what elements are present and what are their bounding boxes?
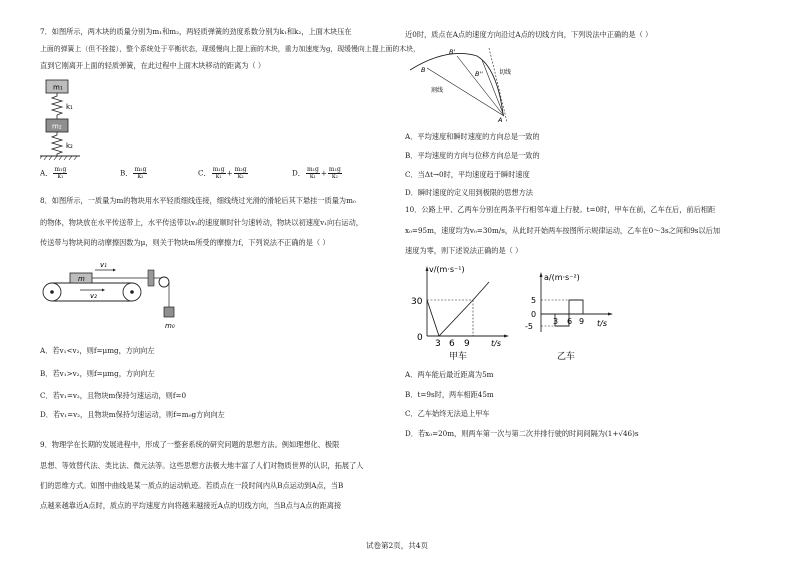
- q9-line5: 近0时，质点在A点的速度方向沿过A点的切线方向，下列说法中正确的是（ ）: [405, 30, 653, 39]
- graph1-ytick-30: 30: [411, 297, 423, 307]
- graph-yi-at: [517, 262, 627, 362]
- label-v2: v₂: [90, 292, 97, 300]
- q9-option-c: C．当Δt→0时，平均速度趋于瞬时速度: [405, 170, 530, 179]
- label-m: m: [78, 275, 85, 283]
- q7-spring-figure: [40, 76, 100, 162]
- graph1-origin: 0: [417, 333, 423, 343]
- graph1-ylabel: v/(m·s⁻¹): [429, 265, 465, 274]
- q7-option-d: D． $\frac{\text{m₁g}}{\text{k₁}}$ + $\frac{\text{m₁g}}{\text{k₂}}$: [292, 166, 341, 180]
- q10-option-b: B．t=9s时，两车相距45m: [405, 390, 494, 399]
- q8-option-d: D．若v₁=v₂，且物块m保持匀速运动，则f=m₀g方向向左: [40, 410, 225, 419]
- spring-k2: [52, 132, 62, 156]
- q9-option-d: D．瞬时速度的定义用到极限的思想方法: [405, 188, 533, 197]
- q10-line2: x₀=95m，速度均为v₀=30m/s，从此时开始两车按图所示规律运动，乙车在0～3s之间和9s以后加: [405, 226, 721, 235]
- graph1-vline: [427, 282, 489, 336]
- q9-option-a: A．平均速度和瞬时速度的方向总是一致的: [405, 132, 540, 141]
- graph2-xlabel: t/s: [597, 319, 607, 328]
- graph2-xtick-9: 9: [579, 317, 585, 326]
- q10-option-a: A．两车能后最近距离为5m: [405, 370, 494, 379]
- q9-line1: 9．物理学在长期的发展进程中，形成了一整套系统的研究问题的思想方法。例如理想化、极限: [40, 440, 340, 449]
- label-tangent: 切线: [499, 69, 512, 76]
- label-k1: k₁: [66, 103, 73, 111]
- q9-option-b: B．平均速度的方向与位移方向总是一致的: [405, 151, 540, 160]
- q9-line2: 思想、等效替代法、类比法、微元法等。这些思想方法极大地丰富了人们对物质世界的认识，拓展了人: [40, 461, 364, 470]
- q7-line1: 7．如图所示，两木块的质量分别为m₁和m₂，两轻质弹簧的劲度系数分别为k₁和k₂，上面木块压在: [40, 27, 352, 36]
- graph1-xtick-3: 3: [435, 339, 441, 349]
- q7-line2: 上面的弹簧上（但不拴接），整个系统处于平衡状态，现缓慢向上提上面的木块，重力加速度为g，现缓慢向上提上面的木块，: [40, 45, 420, 53]
- label-m0: m₀: [165, 322, 175, 330]
- graph2-xtick-6: 6: [567, 317, 573, 326]
- pulley: [159, 277, 169, 287]
- graph1-xtick-6: 6: [449, 339, 455, 349]
- q8-option-a: A．若v₁<v₂，则f=μmg，方向向左: [40, 346, 155, 355]
- graph2-ytick-5: 5: [531, 296, 537, 305]
- q8-option-c: C．若v₁=v₂，且物块m保持匀速运动，则f=0: [40, 391, 187, 400]
- label-b1: B': [449, 48, 456, 56]
- label-k2: k₂: [66, 142, 73, 150]
- graph1-xtick-9: 9: [464, 339, 470, 349]
- q9-trajectory-figure: [407, 42, 517, 124]
- graph2-origin: 0: [531, 310, 537, 319]
- ground-hatch: [40, 156, 77, 160]
- block-m0: [164, 307, 174, 317]
- label-b2: B'': [475, 70, 484, 78]
- q7-option-b: B． $\frac{\text{m₂g}}{\text{k₂}}$: [120, 166, 147, 180]
- page-footer: 试卷第2页，共4页: [365, 541, 429, 550]
- q8-option-b: B．若v₁>v₂，则f=μmg，方向向左: [40, 369, 155, 378]
- label-b: B: [421, 66, 426, 74]
- q7-option-a: A． $\frac{\text{m₁g}}{\text{k₁}}$: [40, 166, 67, 180]
- q10-line1: 10．公路上甲、乙两车分别在两条平行相邻车道上行驶。t=0时，甲车在前，乙车在后，前后相距: [405, 205, 716, 214]
- q10-option-d: D．若x₀=20m，则两车第一次与第二次并排行驶的时间间隔为(1+√46)s: [405, 429, 639, 438]
- q10-option-c: C．乙车始终无法追上甲车: [405, 409, 490, 418]
- q8-line1: 8．如图所示，一质量为m的物块用水平轻质细线连接，细线绕过光滑的滑轮后其下悬挂一质量为m₀: [40, 196, 356, 205]
- trajectory-curve: [410, 53, 503, 114]
- graph2-ytick-neg5: -5: [525, 322, 533, 331]
- label-v1: v₁: [100, 261, 107, 269]
- graph2-xtick-3: 3: [553, 317, 559, 326]
- graph-jia-vt: [405, 262, 515, 362]
- label-a: A: [498, 116, 503, 124]
- q7-option-c: C． $\frac{\text{m₁g}}{\text{k₁}}$ + $\frac{\text{m₂g}}{\text{k₂}}$: [198, 166, 247, 180]
- q9-line3: 们的思维方式。如图中曲线是某一质点的运动轨迹。若质点在一段时间内从B点运动到A点，当B: [40, 481, 344, 490]
- q8-line2: 的物体，物块放在水平传送带上，水平传送带以v₂的速度顺时针匀速转动，物块以初速度v₁向右运动，: [40, 218, 363, 227]
- label-m2: m₂: [52, 122, 62, 131]
- label-secant: 割线: [431, 87, 444, 94]
- graph2-caption: 乙车: [557, 352, 576, 362]
- q8-conveyor-figure: [40, 252, 190, 332]
- graph1-xlabel: t/s: [491, 339, 501, 348]
- graph1-caption: 甲车: [449, 352, 468, 362]
- q9-line4: 点越来越靠近A点时，质点的平均速度方向将越来越接近A点的切线方向，当B点与A点的距离接: [40, 501, 342, 510]
- q8-line3: 传送带与物块间的动摩擦因数为μ，则关于物块m所受的摩擦力f，下列说法不正确的是（ ）: [40, 238, 330, 247]
- q10-line3: 速度为零，则下述说法正确的是（ ）: [405, 246, 523, 255]
- pulley-bracket: [148, 270, 154, 286]
- q7-line3: 直到它刚离开上面的轻质弹簧，在此过程中上面木块移动的距离为（ ）: [40, 61, 266, 70]
- label-m1: m₁: [53, 83, 63, 92]
- spring-k1: [52, 93, 62, 119]
- graph2-ylabel: a/(m·s⁻²): [544, 273, 580, 282]
